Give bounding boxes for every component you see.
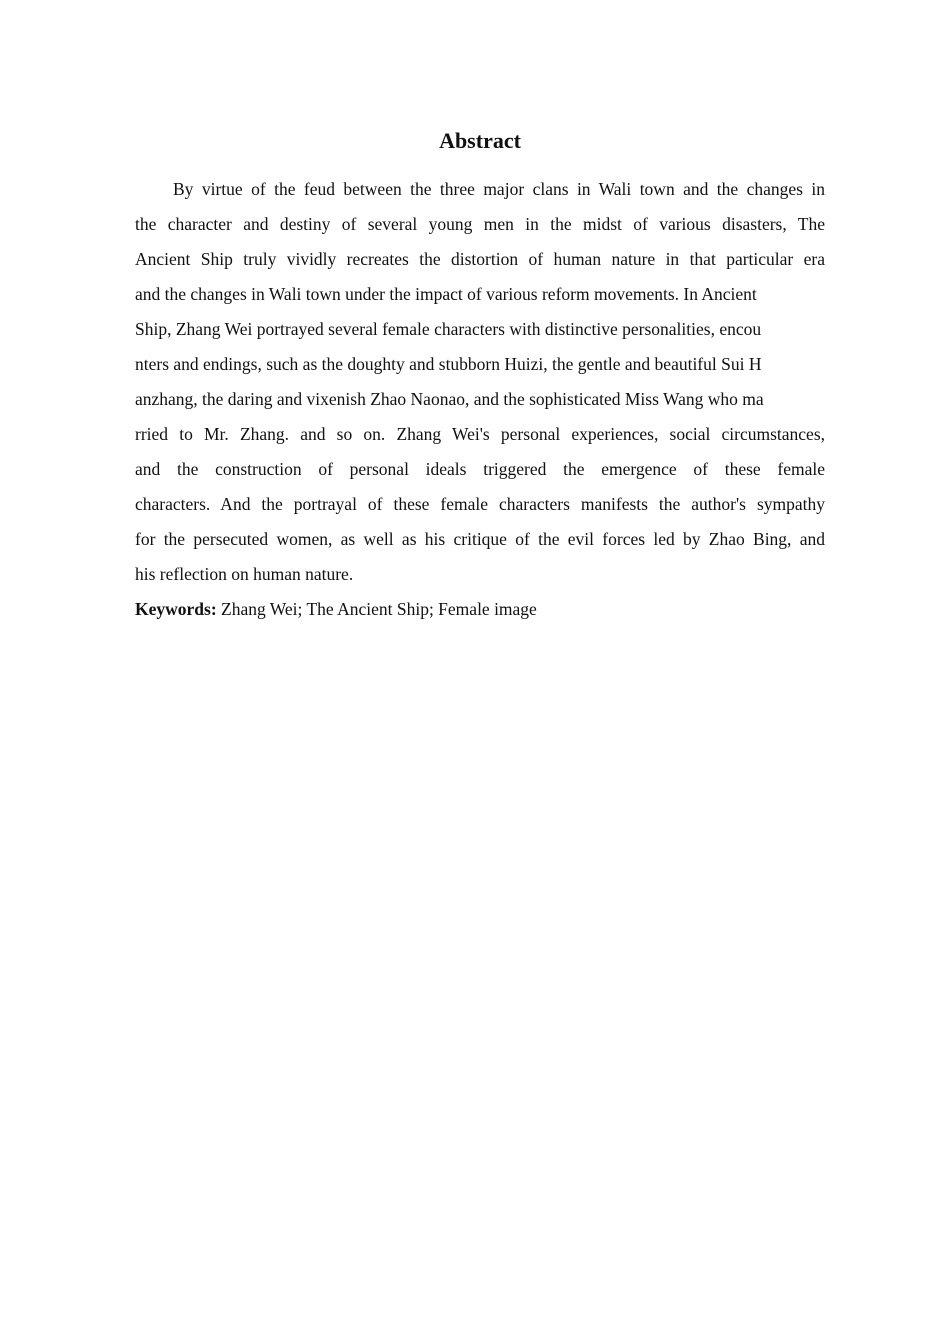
abstract-line: rried to Mr. Zhang. and so on. Zhang Wei's personal experiences, social circumstances, (135, 424, 825, 444)
abstract-line: nters and endings, such as the doughty and stubborn Huizi, the gentle and beautiful Sui H (135, 354, 762, 374)
keywords-label: Keywords: (135, 599, 217, 619)
keywords-row (135, 592, 825, 627)
abstract-line: his reflection on human nature. (135, 564, 354, 584)
abstract-line: and the construction of personal ideals triggered the emergence of these female (135, 459, 825, 479)
abstract-line: characters. And the portrayal of these female characters manifests the author's sympathy (135, 494, 825, 514)
abstract-line: and the changes in Wali town under the impact of various reform movements. In Ancient (135, 284, 757, 304)
abstract-line: the character and destiny of several young men in the midst of various disasters, The (135, 214, 825, 234)
abstract-body (135, 172, 825, 592)
abstract-heading: Abstract (439, 128, 521, 153)
abstract-line: Ship, Zhang Wei portrayed several female characters with distinctive personalities, encou (135, 319, 762, 339)
abstract-line: anzhang, the daring and vixenish Zhao Naonao, and the sophisticated Miss Wang who ma (135, 389, 764, 409)
abstract-line: By virtue of the feud between the three major clans in Wali town and the changes in (173, 179, 825, 199)
abstract-line: Ancient Ship truly vividly recreates the distortion of human nature in that particular era (135, 249, 825, 269)
abstract-line: for the persecuted women, as well as his critique of the evil forces led by Zhao Bing, and (135, 529, 825, 549)
keywords-text: Zhang Wei; The Ancient Ship; Female image (221, 599, 537, 619)
